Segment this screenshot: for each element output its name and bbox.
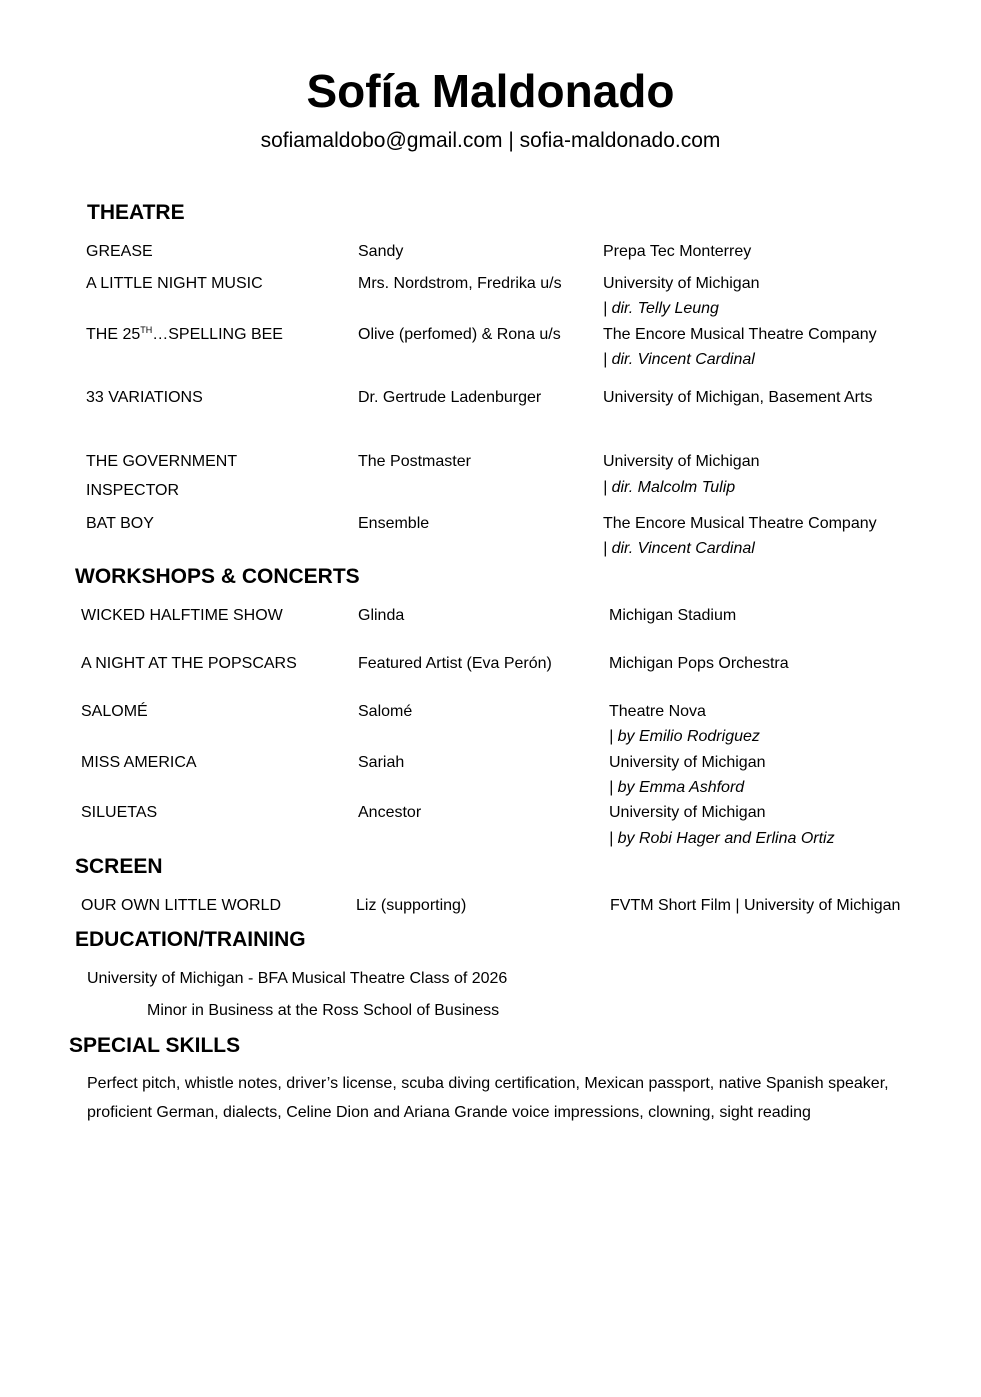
writer-credit: | by Emilio Rodriguez [609,728,760,745]
contact-line: sofiamaldobo@gmail.com | sofia-maldonado.com [260,129,721,152]
role: Glinda [358,607,405,624]
skills-line: proficient German, dialects, Celine Dion and Ariana Grande voice impressions, clowning, sight reading [87,1104,811,1121]
venue: Michigan Stadium [609,607,737,624]
show-title: A NIGHT AT THE POPSCARS [81,655,297,672]
section-heading-education: EDUCATION/TRAINING [75,928,306,951]
show-title: BAT BOY [86,515,154,532]
section-heading-skills: SPECIAL SKILLS [69,1034,241,1057]
role: Olive (perfomed) & Rona u/s [358,326,561,343]
section-heading-workshops: WORKSHOPS & CONCERTS [75,565,360,588]
section-heading-screen: SCREEN [75,855,163,878]
director-credit: | dir. Telly Leung [603,300,719,317]
venue: University of Michigan [609,754,766,771]
writer-credit: | by Robi Hager and Erlina Ortiz [609,830,835,847]
education-minor: Minor in Business at the Ross School of Business [147,1002,500,1019]
role: The Postmaster [358,453,471,470]
show-title: A LITTLE NIGHT MUSIC [86,275,263,292]
venue: Theatre Nova [609,703,706,720]
show-title: SALOMÉ [81,703,148,720]
venue: FVTM Short Film | University of Michigan [610,897,901,914]
role: Ancestor [358,804,422,821]
venue: University of Michigan [603,275,760,292]
show-title: WICKED HALFTIME SHOW [81,607,283,624]
director-credit: | dir. Vincent Cardinal [603,540,755,557]
venue: University of Michigan [603,453,760,470]
venue: University of Michigan, Basement Arts [603,389,873,406]
show-title: MISS AMERICA [81,754,197,771]
show-title-line2: INSPECTOR [86,482,180,499]
show-title-line1: THE GOVERNMENT [86,453,238,470]
role: Salomé [358,703,413,720]
role: Mrs. Nordstrom, Fredrika u/s [358,275,562,292]
role: Ensemble [358,515,430,532]
venue: Prepa Tec Monterrey [603,243,752,260]
resume-name: Sofía Maldonado [306,65,675,117]
role: Featured Artist (Eva Perón) [358,655,552,672]
venue: University of Michigan [609,804,766,821]
director-credit: | dir. Malcolm Tulip [603,479,736,496]
venue: Michigan Pops Orchestra [609,655,789,672]
education-degree: University of Michigan - BFA Musical Theatre Class of 2026 [87,970,508,987]
role: Dr. Gertrude Ladenburger [358,389,542,406]
role: Sandy [358,243,404,260]
skills-line: Perfect pitch, whistle notes, driver’s license, scuba diving certification, Mexican passport, native Spanish speaker, [87,1075,889,1092]
venue: The Encore Musical Theatre Company [603,515,877,532]
show-title: GREASE [86,243,153,260]
venue: The Encore Musical Theatre Company [603,326,877,343]
show-title: OUR OWN LITTLE WORLD [81,897,282,914]
show-title-part: THE 25 [86,326,141,343]
role: Liz (supporting) [356,897,467,914]
show-title: 33 VARIATIONS [86,389,203,406]
writer-credit: | by Emma Ashford [609,779,745,796]
ordinal-suffix: TH [140,325,153,335]
director-credit: | dir. Vincent Cardinal [603,351,755,368]
show-title-part: …SPELLING BEE [152,326,283,343]
show-title [86,325,283,345]
show-title: SILUETAS [81,804,158,821]
section-heading-theatre: THEATRE [87,201,185,224]
role: Sariah [358,754,405,771]
